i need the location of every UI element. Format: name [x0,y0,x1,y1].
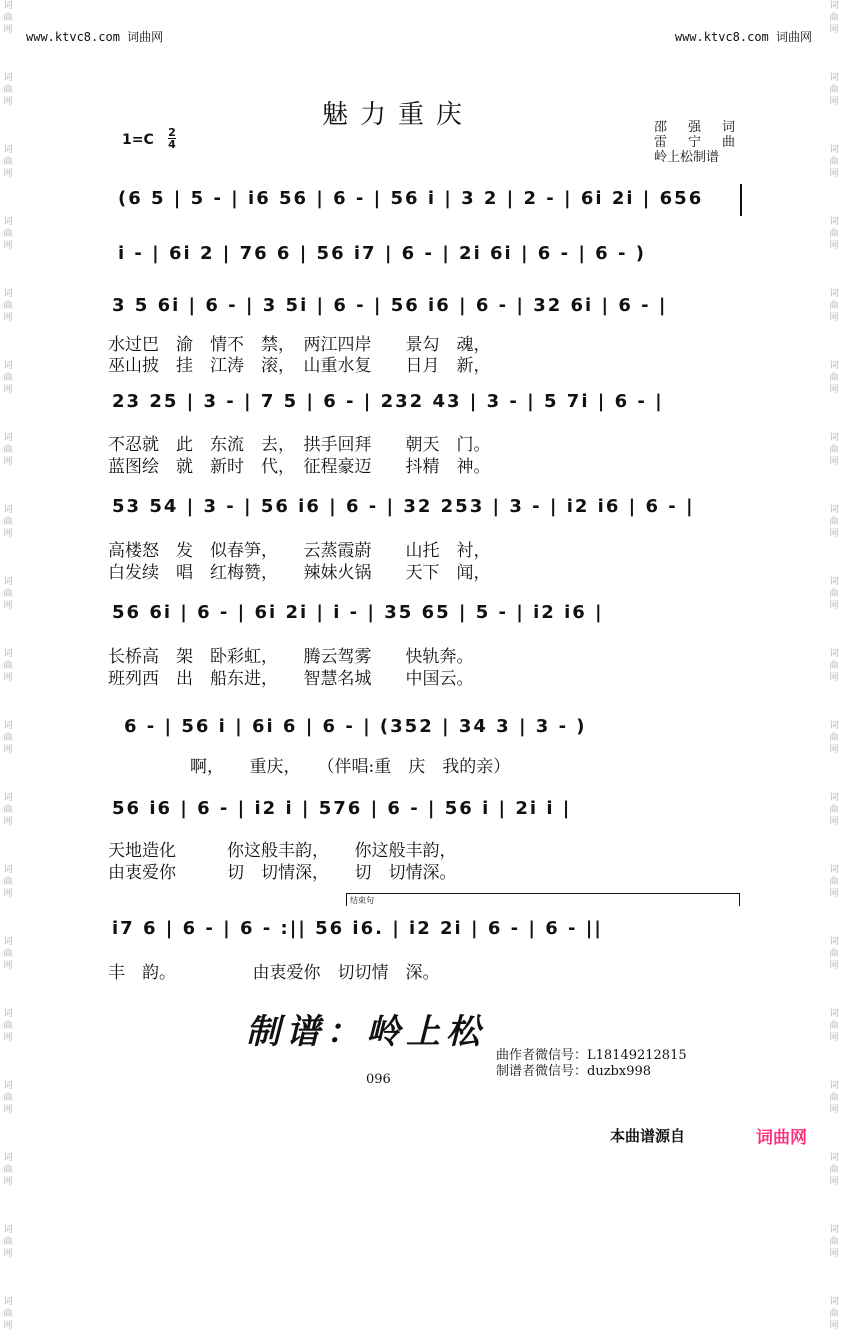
watermark-strip-left: 词 曲 网 词 曲 网 词 曲 网 词 曲 网 词 曲 网 词 曲 网 词 曲 网 词 曲 网 词 曲 网 词 曲 网 词 曲 网 词 曲 网 词 曲 网 词 曲 网 词 曲 网 词 曲 网 词 曲 网 词 曲 网 词 曲 网 [3,1,13,1331]
notation-line-5: 53 54 | 3 - | 56 i6 | 6 - | 32 253 | 3 - | i2 i6 | 6 - | [112,496,695,517]
notation-line-7: 6 - | 56 i | 6i 6 | 6 - | (352 | 34 3 | 3 - ) [124,716,587,737]
brand-logo[interactable]: 词曲网 [756,1128,807,1148]
source-label: 本曲谱源自 [610,1127,686,1145]
site-link-left[interactable]: www.ktvc8.com 词曲网 [26,30,164,44]
notation-line-6: 56 6i | 6 - | 6i 2i | i - | 35 65 | 5 - | i2 i6 | [112,602,604,623]
notation-line-2: i - | 6i 2 | 76 6 | 56 i7 | 6 - | 2i 6i | 6 - | 6 - ) [118,243,646,264]
page-number: 096 [366,1072,391,1087]
arranger-signature: 制谱：岭上松 [246,1012,486,1052]
lyric-line-4-verse1: 不忍就 此 东流 去， 拱手回拜 朝天 门。 [108,435,491,455]
credits [654,120,739,165]
lyric-line-5-verse1: 高楼怒 发 似春笋， 云蒸霞蔚 山托 衬， [108,541,491,561]
song-title: 魅力重庆 [322,100,475,130]
notation-line-8: 56 i6 | 6 - | i2 i | 576 | 6 - | 56 i | 2i i | [112,798,572,819]
composer-wechat: 曲作者微信号：L18149212815 [496,1048,687,1063]
lyric-line-5-verse2: 白发续 唱 红梅赞， 辣妹火锅 天下 闻， [108,563,491,583]
ending-bracket [346,893,740,906]
notation-line-3: 3 5 6i | 6 - | 3 5i | 6 - | 56 i6 | 6 - | 32 6i | 6 - | [112,295,668,316]
ending-label: 结束句 [350,896,374,905]
site-link-right[interactable]: www.ktvc8.com 词曲网 [674,30,812,44]
lyricist-credit: 邵 强 词 [654,120,740,135]
lyric-line-4-verse2: 蓝图绘 就 新时 代， 征程豪迈 抖精 神。 [108,457,491,477]
arranger-credit: 岭上松制谱 [654,150,720,165]
barline [740,184,742,216]
notation-line-1: (6 5 | 5 - | i6 56 | 6 - | 56 i | 3 2 | 2 - | 6i 2i | 656 [118,188,704,209]
notation-line-4: 23 25 | 3 - | 7 5 | 6 - | 232 43 | 3 - | 5 7i | 6 - | [112,391,664,412]
lyric-line-9: 丰 韵。 由衷爱你 切切情 深。 [108,963,440,983]
lyric-line-8-verse2: 由衷爱你 切 切情深， 切 切情深。 [108,863,457,883]
lyric-line-6-verse2: 班列西 出 船东进， 智慧名城 中国云。 [108,669,474,689]
lyric-line-3-verse2: 巫山披 挂 江涛 滚， 山重水复 日月 新， [108,356,491,376]
composer-credit: 雷 宁 曲 [654,135,740,150]
watermark-strip-right: 词 曲 网 词 曲 网 词 曲 网 词 曲 网 词 曲 网 词 曲 网 词 曲 网 词 曲 网 词 曲 网 词 曲 网 词 曲 网 词 曲 网 词 曲 网 词 曲 网 词 曲 网 词 曲 网 词 曲 网 词 曲 网 词 曲 网 [829,1,839,1331]
key-signature: 1=C [122,132,154,148]
lyric-line-8-verse1: 天地造化 你这般丰韵， 你这般丰韵， [108,841,457,861]
notation-line-9: i7 6 | 6 - | 6 - :|| 56 i6. | i2 2i | 6 - | 6 - || [112,918,603,939]
lyric-line-7: 啊， 重庆， （伴唱:重 庆 我的亲） [190,757,511,777]
lyric-line-6-verse1: 长桥高 架 卧彩虹， 腾云驾雾 快轨奔。 [108,647,474,667]
arranger-wechat: 制谱者微信号：duzbx998 [496,1064,652,1079]
lyric-line-3-verse1: 水过巴 渝 情不 禁， 两江四岸 景勾 魂， [108,335,491,355]
time-signature: 2 4 [168,126,176,151]
